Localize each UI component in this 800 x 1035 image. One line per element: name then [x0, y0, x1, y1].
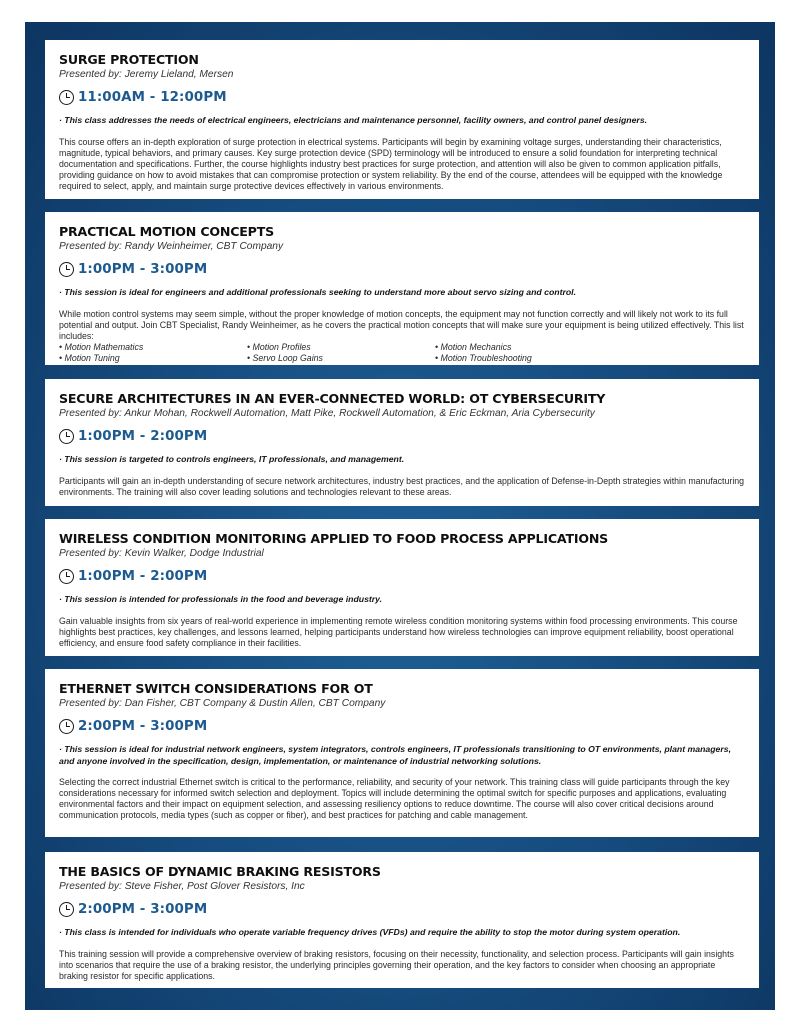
session-title: SURGE PROTECTION [59, 52, 199, 67]
session-card-ot-cybersecurity [45, 379, 759, 506]
list-item: • Motion Profiles [247, 341, 311, 352]
session-time: 1:00PM - 3:00PM [78, 261, 208, 277]
session-description: Selecting the correct industrial Ethernet switch is critical to the performance, reliability, and security of your network. This training class will guide participants through the key considerations necessary for informed switch selection and deployment. Topics will include determining the optimal switch for specific purposes and applications, evaluating environmental factors and their impact on equipment selection, and assessing resiliency options to reduce downtime. The course will also cover critical decisions around communication protocols, media types (such as copper or fiber), and best practices for patching and cable management. [59, 777, 730, 820]
session-presenter: Presented by: Ankur Mohan, Rockwell Automation, Matt Pike, Rockwell Automation, & Eric Eckman, Aria Cybersecurity [59, 408, 595, 419]
list-item: • Motion Tuning [59, 353, 120, 363]
session-description: This course offers an in-depth exploration of surge protection in electrical systems. Participants will begin by examining voltage surges, understanding their characteristics, magnitude, typical behaviors, and primary causes. Key surge protection device (SPD) terminology will be introduced to ensure a solid foundation for interpreting technical documentation and specifications. Further, the course highlights industry best practices for surge protection, and attention will also be given to common application pitfalls, providing guidance on how to avoid mistakes that can compromise protection or system reliability. By the end of the course, attendees will be equipped with the knowledge required to select, apply, and maintain surge protective devices effectively in various environments. [59, 136, 723, 191]
session-audience: · This class addresses the needs of electrical engineers, electricians and maintenance personnel, facility owners, and control panel designers. [59, 115, 648, 125]
motion-topic-list [59, 342, 745, 365]
session-title: THE BASICS OF DYNAMIC BRAKING RESISTORS [59, 864, 381, 879]
session-time: 2:00PM - 3:00PM [78, 901, 208, 917]
session-presenter: Presented by: Jeremy Lieland, Mersen [59, 69, 234, 80]
session-presenter: Presented by: Steve Fisher, Post Glover Resistors, Inc [59, 881, 305, 892]
session-time-row [59, 716, 745, 736]
session-title: PRACTICAL MOTION CONCEPTS [59, 224, 274, 239]
session-card-surge-protection [45, 40, 759, 199]
clock-icon [59, 569, 74, 584]
session-time: 2:00PM - 3:00PM [78, 718, 208, 734]
session-card-practical-motion-concepts [45, 212, 759, 365]
list-item: • Motion Mathematics [59, 341, 144, 352]
session-title: SECURE ARCHITECTURES IN AN EVER-CONNECTED WORLD: OT CYBERSECURITY [59, 391, 606, 406]
session-time: 11:00AM - 12:00PM [78, 89, 227, 105]
session-card-ethernet-switch [45, 669, 759, 837]
session-audience: · This session is targeted to controls engineers, IT professionals, and management. [59, 454, 405, 464]
session-description: While motion control systems may seem simple, without the proper knowledge of motion concepts, the equipment may not function correctly and will likely not work to its full potential and output. Join CBT Specialist, Randy Weinheimer, as he covers the practical motion concepts that will make sure your equipment is being utilized effectively. This list includes: [59, 308, 744, 341]
list-item: • Servo Loop Gains [247, 353, 323, 363]
session-time-row [59, 87, 745, 107]
session-audience: · This session is intended for professionals in the food and beverage industry. [59, 594, 383, 604]
clock-icon [59, 429, 74, 444]
session-title: ETHERNET SWITCH CONSIDERATIONS FOR OT [59, 681, 373, 696]
session-card-wireless-condition-monitoring [45, 519, 759, 656]
session-time: 1:00PM - 2:00PM [78, 568, 208, 584]
session-time: 1:00PM - 2:00PM [78, 428, 208, 444]
clock-icon [59, 902, 74, 917]
session-presenter: Presented by: Kevin Walker, Dodge Industrial [59, 548, 264, 559]
clock-icon [59, 90, 74, 105]
list-item: • Motion Troubleshooting [435, 353, 532, 363]
session-title: WIRELESS CONDITION MONITORING APPLIED TO FOOD PROCESS APPLICATIONS [59, 531, 609, 546]
clock-icon [59, 262, 74, 277]
session-schedule-frame [25, 22, 775, 1010]
session-card-dynamic-braking-resistors [45, 852, 759, 988]
session-presenter: Presented by: Dan Fisher, CBT Company & Dustin Allen, CBT Company [59, 698, 386, 709]
session-description: Gain valuable insights from six years of real-world experience in implementing remote wireless condition monitoring systems within food processing environments. This course highlights best practices, key challenges, and lessons learned, helping participants understand how wireless technologies can improve equipment reliability, boost operational efficiency, and ensure food safety compliance in their facilities. [59, 615, 738, 648]
session-audience: · This session is ideal for industrial network engineers, system integrators, controls engineers, IT professionals transitioning to OT environments, plant managers, and anyone involved in the specification, design, implementation, or maintenance of industrial networking solutions. [59, 744, 731, 766]
session-audience: · This session is ideal for engineers and additional professionals seeking to understand more about servo sizing and control. [59, 287, 577, 297]
session-time-row [59, 899, 745, 919]
session-presenter: Presented by: Randy Weinheimer, CBT Company [59, 241, 284, 252]
clock-icon [59, 719, 74, 734]
session-time-row [59, 259, 745, 279]
session-time-row [59, 566, 745, 586]
list-item: • Motion Mechanics [435, 341, 512, 352]
session-time-row [59, 426, 745, 446]
session-description: Participants will gain an in-depth understanding of secure network architectures, industry best practices, and the application of Defense-in-Depth strategies within manufacturing environments. The training will also cover leading solutions and technologies relevant to these areas. [59, 475, 745, 497]
session-audience: · This class is intended for individuals who operate variable frequency drives (VFDs) and require the ability to stop the motor during system operation. [59, 927, 681, 937]
session-description: This training session will provide a comprehensive overview of braking resistors, focusing on their necessity, functionality, and selection process. Participants will gain insights into scenarios that require the use of a braking resistor, the underlying principles governing their operation, and the key factors to consider when choosing an appropriate braking resistor for specific applications. [59, 948, 734, 981]
